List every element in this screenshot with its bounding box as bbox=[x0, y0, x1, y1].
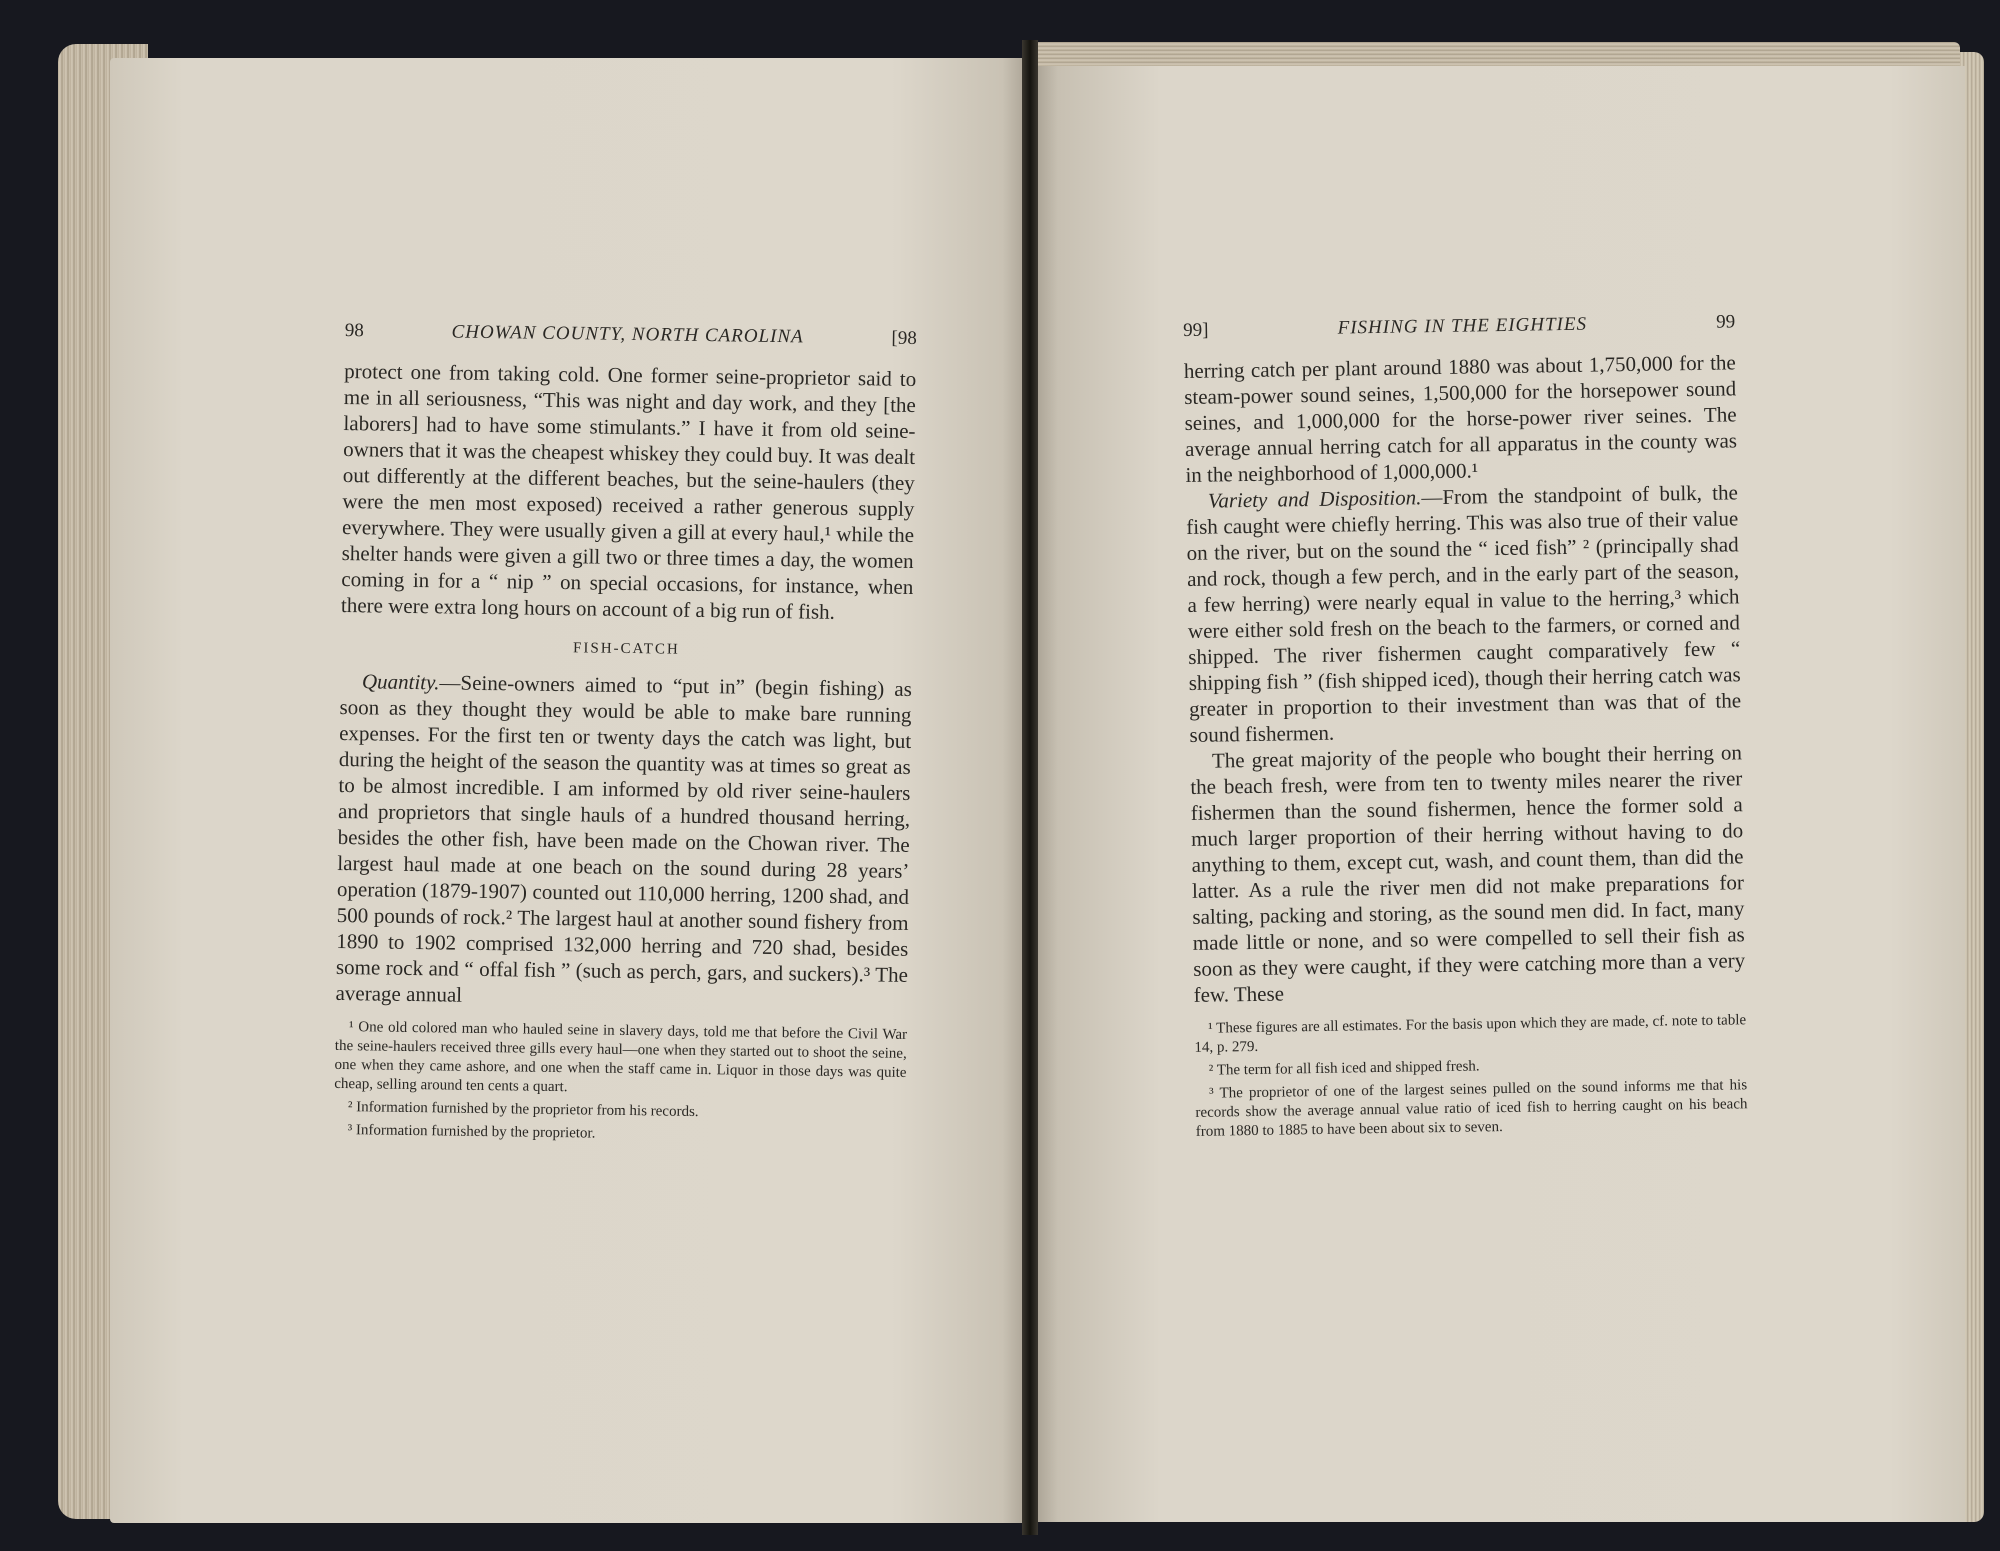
left-bracket-number: [98 bbox=[891, 327, 917, 349]
variety-lead: Variety and Disposition. bbox=[1207, 485, 1422, 513]
left-footnotes bbox=[334, 1018, 908, 1148]
left-page-text bbox=[333, 318, 916, 1152]
section-heading: FISH-CATCH bbox=[572, 640, 680, 658]
right-page-text bbox=[1183, 309, 1748, 1146]
right-footnote-3: ³ The proprietor of one of the largest seines pulled on the sound informs me that his records show the average annual value ratio of iced fish to herring caught on his beach from 1880 to 1885 to have been about six to seven. bbox=[1195, 1077, 1748, 1140]
book-gutter bbox=[1022, 40, 1038, 1535]
right-paragraph-2-body: —From the standpoint of bulk, the fish caught were chiefly herring. This was also true of their value on the river, but on the sound the “ iced fish” ² (principally shad and rock, though a few perch, and in the early part of the season, a few herring) were nearly equal in value to the herring,³ which were either sold fresh on the beach to the farmers, or corned and shipped. The river fishermen caught comparatively few “ shipping fish ” (fish shipped iced), though their herring catch was greater in proportion to their investment than was that of the sound fishermen. bbox=[1186, 480, 1742, 747]
left-paragraph-2-body: —Seine-owners aimed to “put in” (begin fishing) as soon as they thought they would be able to make bare running expenses. For the first ten or twenty days the catch was light, but during the height of the season the quantity was at times so great as to be almost incredible. I am informed by old river seine-haulers and proprietors that single hauls of a hundred thousand herring, besides the other fish, have been made on the Chowan river. The largest haul made at one beach on the sound during 28 years’ operation (1879-1907) counted out 110,000 herring, 1200 shad, and 500 pounds of rock.² The largest haul at another sound fishery from 1890 to 1902 comprised 132,000 herring and 720 shad, besides some rock and “ offal fish ” (such as perch, gars, and suckers).³ The average annual bbox=[335, 670, 913, 1007]
right-paragraph-1: herring catch per plant around 1880 was about 1,750,000 for the steam-power sound seines, 1,500,000 for the horsepower sound seines, and 1,000,000 for the horse-power river seines. The average annual herring catch for all apparatus in the county was in the neighborhood of 1,000,000.¹ bbox=[1183, 350, 1738, 487]
left-paragraph-1: protect one from taking cold. One former seine-proprietor said to me in all seriousness, “This was night and day work, and they [the laborers] had to have some stimulants.” I have it from old seine-owners that it was the cheapest whiskey they could buy. It was dealt out differently at the different beaches, but the seine-haulers (they were the men most exposed) received a rather generous supply everywhere. They were usually given a gill at every haul,¹ while the shelter hands were given a gill two or three times a day, the women coming in for a “ nip ” on special occasions, for instance, when there were extra long hours on account of a big run of fish. bbox=[340, 358, 917, 624]
left-running-title: CHOWAN COUNTY, NORTH CAROLINA bbox=[451, 321, 804, 348]
right-running-title: FISHING IN THE EIGHTIES bbox=[1337, 313, 1588, 339]
quantity-lead: Quantity. bbox=[361, 669, 440, 695]
right-footnote-2: ² The term for all fish iced and shipped fresh. bbox=[1208, 1058, 1480, 1079]
right-paragraph-2 bbox=[1186, 479, 1742, 748]
left-page-number: 98 bbox=[344, 319, 364, 342]
left-footnote-2: ² Information furnished by the proprietor from his records. bbox=[347, 1099, 699, 1121]
right-bracket-number: 99] bbox=[1183, 319, 1209, 341]
right-page-number: 99 bbox=[1715, 311, 1736, 333]
right-paragraph-3: The great majority of the people who bought their herring on the beach fresh, were from ten to twenty miles nearer the river fishermen than the sound fishermen, hence the former sold a much larger proportion of their herring without having to do anything to them, except cut, wash, and count them, than did the latter. As a rule the river men did not make preparations for salting, packing and storing, as the sound men did. In fact, many made little or none, and so were compelled to sell their fish as soon as they were caught, if they were catching more than a very few. These bbox=[1190, 740, 1746, 1007]
right-footnotes bbox=[1194, 1011, 1748, 1142]
right-footnote-1: ¹ These figures are all estimates. For the basis upon which they are made, cf. note to table 14, p. 279. bbox=[1194, 1012, 1747, 1056]
left-paragraph-2 bbox=[335, 668, 912, 1014]
left-footnote-3: ³ Information furnished by the proprietor. bbox=[347, 1122, 596, 1142]
left-footnote-1: ¹ One old colored man who hauled seine in slavery days, told me that before the Civil War the seine-haulers received three gills every haul—one when they started out to shoot the seine, one when they came ashore, and one when the staff came in. Liquor in those days was quite cheap, selling around ten cents a quart. bbox=[334, 1019, 908, 1096]
